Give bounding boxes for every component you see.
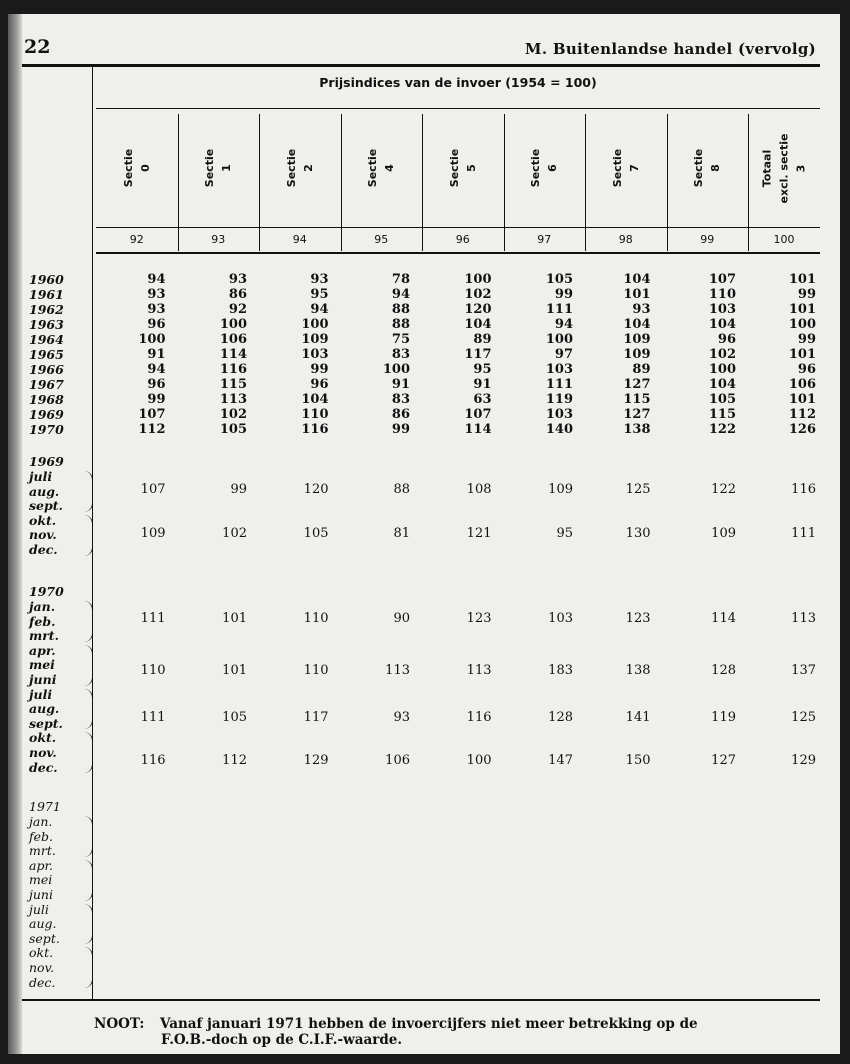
table-cell: 91 xyxy=(391,377,410,392)
column-header-line-1: Sectie xyxy=(610,148,624,188)
table-cell: 75 xyxy=(391,332,410,347)
month-label: apr. xyxy=(29,642,56,658)
column-header-line-2: 2 xyxy=(301,164,315,172)
table-cell: 100 xyxy=(464,272,492,287)
bottom-rule xyxy=(22,999,820,1001)
quarter-brace xyxy=(84,515,93,556)
table-cell: 137 xyxy=(791,663,816,678)
table-cell: 104 xyxy=(623,272,651,287)
month-label: sept. xyxy=(29,715,63,731)
year-label: 1964 xyxy=(29,332,64,347)
table-cell: 114 xyxy=(219,347,247,362)
table-cell: 111 xyxy=(545,302,573,317)
column-number: 99 xyxy=(700,233,715,246)
month-label: juni xyxy=(29,672,57,687)
table-cell: 100 xyxy=(301,317,329,332)
colnum-underline xyxy=(96,252,820,254)
table-cell: 105 xyxy=(545,272,573,287)
month-label: juli xyxy=(29,686,53,702)
month-label: feb. xyxy=(29,828,53,844)
month-label: mrt. xyxy=(29,628,59,644)
table-cell: 116 xyxy=(301,422,329,437)
month-label: aug. xyxy=(29,483,60,499)
quarter-brace xyxy=(84,601,93,642)
table-cell: 94 xyxy=(310,302,329,317)
table-cell: 109 xyxy=(623,332,651,347)
table-cell: 138 xyxy=(625,663,651,678)
table-cell: 105 xyxy=(708,392,736,407)
page-number: 22 xyxy=(24,36,51,58)
table-cell: 88 xyxy=(391,302,410,317)
table-cell: 138 xyxy=(623,422,651,437)
table-cell: 103 xyxy=(548,611,573,626)
table-cell: 110 xyxy=(708,287,736,302)
table-cell: 92 xyxy=(228,302,247,317)
footnote-label: NOOT: xyxy=(94,1016,145,1032)
quarter-brace xyxy=(84,904,93,945)
table-cell: 83 xyxy=(391,347,410,362)
table-cell: 95 xyxy=(473,362,492,377)
table-cell: 112 xyxy=(222,753,247,768)
column-header xyxy=(341,110,423,226)
month-label: juli xyxy=(29,469,53,484)
table-cell: 122 xyxy=(711,482,736,497)
column-header-line-1: Sectie xyxy=(529,148,543,188)
header-underline xyxy=(96,227,820,228)
column-header-line-1: Sectie xyxy=(366,148,380,188)
month-label: okt. xyxy=(29,512,57,528)
column-header-text xyxy=(201,149,235,187)
quarter-brace xyxy=(84,816,93,857)
table-cell: 88 xyxy=(391,317,410,332)
column-header xyxy=(178,110,260,226)
table-cell: 102 xyxy=(219,407,247,422)
year-label: 1968 xyxy=(29,392,64,407)
table-cell: 78 xyxy=(391,272,410,287)
year-label: 1962 xyxy=(29,302,64,317)
table-cell: 89 xyxy=(632,362,651,377)
table-cell: 140 xyxy=(545,422,573,437)
table-cell: 141 xyxy=(625,710,651,725)
title-underline xyxy=(96,108,820,109)
table-cell: 99 xyxy=(147,392,166,407)
column-header-line-2: 4 xyxy=(383,164,397,172)
table-cell: 116 xyxy=(791,482,816,497)
table-cell: 99 xyxy=(310,362,329,377)
column-number: 94 xyxy=(292,233,307,246)
table-cell: 106 xyxy=(219,332,247,347)
table-cell: 86 xyxy=(228,287,247,302)
column-header-text xyxy=(283,149,317,187)
quarter-brace xyxy=(84,689,93,730)
table-cell: 101 xyxy=(788,302,816,317)
column-header-text xyxy=(527,149,561,187)
table-cell: 100 xyxy=(466,753,492,768)
month-label: okt. xyxy=(29,945,54,961)
document-page xyxy=(8,14,840,1054)
year-label: 1970 xyxy=(29,422,64,437)
table-cell: 117 xyxy=(464,347,492,362)
table-cell: 97 xyxy=(554,347,573,362)
table-cell: 103 xyxy=(301,347,329,362)
table-cell: 105 xyxy=(219,422,247,437)
table-cell: 96 xyxy=(797,362,816,377)
table-cell: 116 xyxy=(219,362,247,377)
table-cell: 113 xyxy=(385,663,410,678)
quarter-brace xyxy=(84,947,93,988)
table-cell: 111 xyxy=(140,611,166,626)
table-cell: 93 xyxy=(228,272,247,287)
year-label: 1961 xyxy=(29,287,64,302)
table-cell: 95 xyxy=(556,526,573,541)
table-cell: 100 xyxy=(219,317,247,332)
table-cell: 93 xyxy=(310,272,329,287)
table-cell: 101 xyxy=(222,611,247,626)
table-cell: 110 xyxy=(303,611,329,626)
table-cell: 104 xyxy=(708,317,736,332)
quarter-brace xyxy=(84,732,93,773)
table-cell: 101 xyxy=(623,287,651,302)
footnote xyxy=(94,1016,698,1048)
month-label: aug. xyxy=(29,701,60,717)
table-cell: 86 xyxy=(391,407,410,422)
quarter-brace xyxy=(84,471,93,512)
table-cell: 117 xyxy=(303,710,329,725)
table-cell: 123 xyxy=(466,611,492,626)
column-header-line-1: Sectie xyxy=(203,148,217,188)
table-cell: 104 xyxy=(708,377,736,392)
table-cell: 94 xyxy=(147,272,166,287)
table-cell: 116 xyxy=(466,710,492,725)
table-cell: 108 xyxy=(466,482,492,497)
year-label: 1966 xyxy=(29,362,64,377)
quarter-brace xyxy=(84,860,93,901)
table-cell: 121 xyxy=(466,526,492,541)
column-header-line-1: Totaal xyxy=(760,149,774,187)
column-header xyxy=(667,110,749,226)
table-cell: 110 xyxy=(140,663,166,678)
column-header-text xyxy=(120,149,154,187)
month-label: juli xyxy=(29,901,49,917)
column-number: 93 xyxy=(211,233,226,246)
year-label: 1967 xyxy=(29,377,64,392)
column-number: 92 xyxy=(129,233,144,246)
table-cell: 91 xyxy=(473,377,492,392)
table-cell: 93 xyxy=(147,302,166,317)
month-label: juni xyxy=(29,887,53,902)
table-cell: 83 xyxy=(391,392,410,407)
table-cell: 105 xyxy=(303,526,329,541)
table-cell: 104 xyxy=(301,392,329,407)
table-cell: 122 xyxy=(708,422,736,437)
top-rule xyxy=(22,64,820,67)
column-header xyxy=(748,110,820,226)
footnote-line-1: Vanaf januari 1971 hebben de invoercijfers niet meer betrekking op de xyxy=(160,1016,698,1032)
table-cell: 100 xyxy=(708,362,736,377)
table-cell: 99 xyxy=(797,332,816,347)
table-cell: 95 xyxy=(310,287,329,302)
column-header-line-2: 7 xyxy=(627,164,641,172)
month-label: nov. xyxy=(29,527,57,543)
month-label: mei xyxy=(29,657,55,673)
group-year-label: 1970 xyxy=(29,584,64,599)
column-header-line-2: 0 xyxy=(138,164,152,172)
table-cell: 81 xyxy=(393,526,410,541)
column-header-line-1: Sectie xyxy=(284,148,298,188)
month-label: dec. xyxy=(29,974,56,990)
table-cell: 130 xyxy=(625,526,651,541)
table-cell: 147 xyxy=(548,753,573,768)
column-number: 98 xyxy=(618,233,633,246)
table-cell: 115 xyxy=(708,407,736,422)
table-cell: 115 xyxy=(623,392,651,407)
column-header-line-3: 3 xyxy=(794,164,808,172)
column-header-line-1: Sectie xyxy=(692,148,706,188)
table-cell: 100 xyxy=(138,332,166,347)
table-cell: 111 xyxy=(140,710,166,725)
column-header-line-1: Sectie xyxy=(447,148,461,188)
table-cell: 114 xyxy=(711,611,736,626)
month-label: feb. xyxy=(29,613,56,629)
table-cell: 126 xyxy=(788,422,816,437)
table-cell: 99 xyxy=(797,287,816,302)
table-cell: 104 xyxy=(464,317,492,332)
column-header-line-1: Sectie xyxy=(121,148,135,188)
quarter-brace xyxy=(84,645,93,686)
month-label: aug. xyxy=(29,916,57,932)
table-cell: 107 xyxy=(708,272,736,287)
footnote-line-2: F.O.B.-doch op de C.I.F.-waarde. xyxy=(161,1032,403,1048)
table-cell: 101 xyxy=(788,272,816,287)
table-cell: 115 xyxy=(219,377,247,392)
table-cell: 96 xyxy=(310,377,329,392)
table-cell: 125 xyxy=(791,710,816,725)
running-head: M. Buitenlandse handel (vervolg) xyxy=(524,40,816,58)
table-cell: 63 xyxy=(473,392,492,407)
table-cell: 127 xyxy=(623,377,651,392)
table-cell: 100 xyxy=(382,362,410,377)
month-label: apr. xyxy=(29,857,54,873)
group-year-label: 1969 xyxy=(29,454,64,469)
table-cell: 100 xyxy=(788,317,816,332)
table-cell: 106 xyxy=(385,753,410,768)
table-cell: 102 xyxy=(464,287,492,302)
table-cell: 101 xyxy=(788,347,816,362)
table-cell: 110 xyxy=(303,663,329,678)
table-cell: 119 xyxy=(711,710,736,725)
group-year-label: 1971 xyxy=(29,799,61,814)
table-cell: 96 xyxy=(717,332,736,347)
table-cell: 109 xyxy=(623,347,651,362)
table-cell: 103 xyxy=(708,302,736,317)
table-cell: 120 xyxy=(303,482,329,497)
table-cell: 128 xyxy=(711,663,736,678)
table-cell: 120 xyxy=(464,302,492,317)
month-label: mrt. xyxy=(29,843,56,859)
table-cell: 89 xyxy=(473,332,492,347)
table-cell: 94 xyxy=(147,362,166,377)
column-header-text xyxy=(759,133,810,203)
column-header-line-2: 1 xyxy=(220,164,234,172)
table-cell: 102 xyxy=(222,526,247,541)
table-cell: 99 xyxy=(554,287,573,302)
table-cell: 93 xyxy=(147,287,166,302)
column-header xyxy=(96,110,178,226)
month-label: dec. xyxy=(29,759,58,775)
column-header xyxy=(585,110,667,226)
column-header-line-2: 5 xyxy=(464,164,478,172)
table-cell: 107 xyxy=(138,407,166,422)
month-label: mei xyxy=(29,872,53,888)
column-header-text xyxy=(446,149,480,187)
column-header-text xyxy=(364,149,398,187)
month-label: sept. xyxy=(29,498,63,514)
table-cell: 111 xyxy=(791,526,816,541)
column-number: 96 xyxy=(455,233,470,246)
table-cell: 93 xyxy=(393,710,410,725)
table-cell: 125 xyxy=(625,482,651,497)
table-cell: 99 xyxy=(391,422,410,437)
table-cell: 113 xyxy=(466,663,492,678)
table-cell: 103 xyxy=(545,407,573,422)
column-number: 97 xyxy=(537,233,552,246)
table-cell: 119 xyxy=(545,392,573,407)
table-cell: 93 xyxy=(632,302,651,317)
table-cell: 94 xyxy=(391,287,410,302)
table-cell: 105 xyxy=(222,710,247,725)
table-cell: 114 xyxy=(464,422,492,437)
table-cell: 107 xyxy=(464,407,492,422)
table-cell: 106 xyxy=(788,377,816,392)
table-cell: 109 xyxy=(301,332,329,347)
table-cell: 113 xyxy=(791,611,816,626)
column-header-text xyxy=(690,149,724,187)
table-cell: 129 xyxy=(791,753,816,768)
table-cell: 128 xyxy=(548,710,573,725)
table-cell: 88 xyxy=(393,482,410,497)
column-header-line-2: 6 xyxy=(546,164,560,172)
table-cell: 102 xyxy=(708,347,736,362)
table-cell: 112 xyxy=(788,407,816,422)
table-cell: 109 xyxy=(711,526,736,541)
year-label: 1965 xyxy=(29,347,64,362)
month-label: nov. xyxy=(29,960,55,975)
column-header-line-2: excl. sectie xyxy=(777,133,791,203)
table-cell: 100 xyxy=(545,332,573,347)
table-cell: 112 xyxy=(138,422,166,437)
table-cell: 110 xyxy=(301,407,329,422)
table-cell: 113 xyxy=(219,392,247,407)
table-cell: 150 xyxy=(625,753,651,768)
column-header xyxy=(422,110,504,226)
table-cell: 111 xyxy=(545,377,573,392)
year-label: 1969 xyxy=(29,407,64,422)
table-cell: 91 xyxy=(147,347,166,362)
column-header-line-2: 8 xyxy=(709,164,723,172)
column-header-text xyxy=(609,149,643,187)
table-cell: 101 xyxy=(222,663,247,678)
table-cell: 104 xyxy=(623,317,651,332)
month-label: nov. xyxy=(29,745,57,760)
column-number: 95 xyxy=(374,233,389,246)
month-label: okt. xyxy=(29,730,57,746)
table-cell: 127 xyxy=(711,753,736,768)
table-cell: 96 xyxy=(147,317,166,332)
year-label: 1960 xyxy=(29,272,64,287)
table-cell: 109 xyxy=(140,526,166,541)
table-title: Prijsindices van de invoer (1954 = 100) xyxy=(319,75,597,90)
table-cell: 96 xyxy=(147,377,166,392)
year-label: 1963 xyxy=(29,317,64,332)
table-cell: 183 xyxy=(548,663,573,678)
table-cell: 103 xyxy=(545,362,573,377)
table-cell: 101 xyxy=(788,392,816,407)
table-cell: 116 xyxy=(140,753,166,768)
month-label: jan. xyxy=(29,599,56,614)
table-cell: 99 xyxy=(230,482,247,497)
book-spine-shadow xyxy=(8,14,22,1054)
table-cell: 123 xyxy=(625,611,651,626)
column-number: 100 xyxy=(773,233,795,246)
column-header xyxy=(259,110,341,226)
table-cell: 107 xyxy=(140,482,166,497)
month-label: jan. xyxy=(29,814,53,829)
month-label: sept. xyxy=(29,930,60,946)
table-cell: 109 xyxy=(548,482,573,497)
column-header xyxy=(504,110,586,226)
table-cell: 127 xyxy=(623,407,651,422)
table-cell: 129 xyxy=(303,753,329,768)
month-label: dec. xyxy=(29,542,58,557)
table-cell: 90 xyxy=(393,611,410,626)
table-cell: 94 xyxy=(554,317,573,332)
